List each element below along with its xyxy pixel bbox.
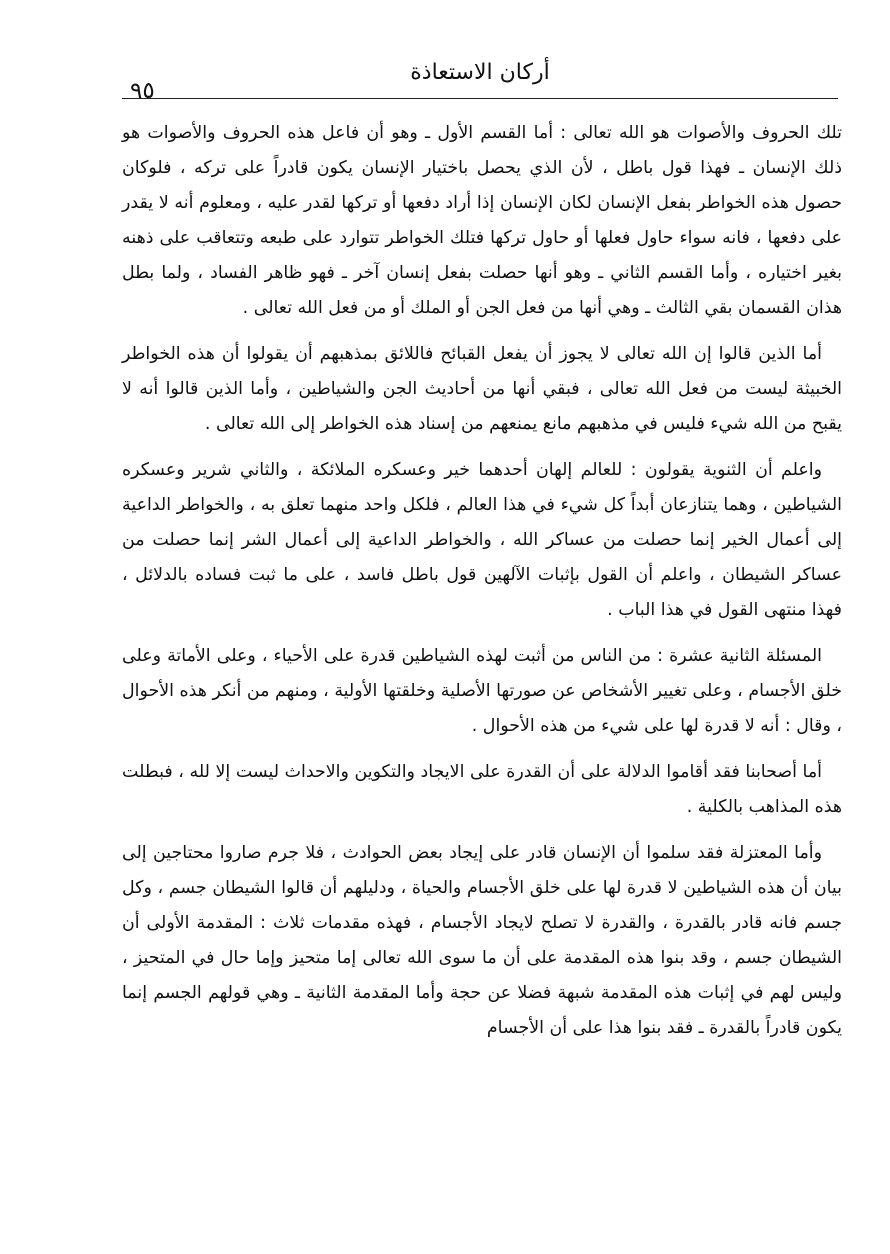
- running-header: [122, 58, 838, 104]
- paragraph-2: أما الذين قالوا إن الله تعالى لا يجوز أن يفعل القبائح فاللائق بمذهبهم أن يقولوا أن هذه الخواطر الخبيثة ليست من فعل الله تعالى ، فبقي أنها من أحاديث الجن والشياطين ، وأما الذين قالوا أنه لا يقبح من الله شيء فليس في مذهبهم مانع يمنعهم من إسناد هذه الخواطر إلى الله تعالى .: [122, 344, 842, 434]
- paragraph-3: واعلم أن الثنوية يقولون : للعالم إلهان أحدهما خير وعسكره الملائكة ، والثاني شرير وعسكره الشياطين ، وهما يتنازعان أبداً كل شيء في هذا العالم ، فلكل واحد منهما تعلق به ، والخواطر الداعية إلى أعمال الخير إنما حصلت من عساكر الله ، والخواطر الداعية إلى أعمال الشر إنما حصلت من عساكر الشيطان ، واعلم أن القول بإثبات الآلهين قول باطل فاسد ، على ما ثبت فساده بالدلائل ، فهذا منتهى القول في هذا الباب .: [122, 460, 842, 620]
- paragraph-4: المسئلة الثانية عشرة : من الناس من أثبت لهذه الشياطين قدرة على الأحياء ، وعلى الأماتة وعلى خلق الأجسام ، وعلى تغيير الأشخاص عن صورتها الأصلية وخلقتها الأولية ، ومنهم من أنكر هذه الأحوال ، وقال : أنه لا قدرة لها على شيء من هذه الأحوال .: [122, 646, 842, 736]
- paragraph-1: تلك الحروف والأصوات هو الله تعالى : أما القسم الأول ـ وهو أن فاعل هذه الحروف والأصوات هو ذلك الإنسان ـ فهذا قول باطل ، لأن الذي يحصل باختيار الإنسان يكون قادراً على تركه ، فلوكان حصول هذه الخواطر بفعل الإنسان لكان الإنسان إذا أراد دفعها أو تركها لقدر عليه ، ومعلوم أنه لا يقدر على دفعها ، فانه سواء حاول فعلها أو حاول تركها فتلك الخواطر تتوارد على طبعه وتتعاقب على ذهنه بغير اختياره ، وأما القسم الثاني ـ وهو أنها حصلت بفعل إنسان آخر ـ فهو ظاهر الفساد ، ولما بطل هذان القسمان بقي الثالث ـ وهي أنها من فعل الجن أو الملك أو من فعل الله تعالى .: [122, 123, 842, 318]
- chapter-title: أركان الاستعاذة: [410, 60, 550, 85]
- paragraph-6: وأما المعتزلة فقد سلموا أن الإنسان قادر على إيجاد بعض الحوادث ، فلا جرم صاروا محتاجين إلى بيان أن هذه الشياطين لا قدرة لها على خلق الأجسام والحياة ، ودليلهم أن قالوا الشيطان جسم ، وكل جسم فانه قادر بالقدرة ، والقدرة لا تصلح لايجاد الأجسام ، فهذه مقدمات ثلاث : المقدمة الأولى أن الشيطان جسم ، وقد بنوا هذه المقدمة على أن ما سوى الله تعالى إما متحيز وإما حال في المتحيز ، وليس لهم في إثبات هذه المقدمة شبهة فضلا عن حجة وأما المقدمة الثانية ـ وهي قولهم الجسم إنما يكون قادراً بالقدرة ـ فقد بنوا هذا على أن الأجسام: [122, 843, 842, 1038]
- page-number: ٩٥: [130, 78, 155, 104]
- page-body: [122, 116, 842, 1057]
- header-divider: [122, 98, 838, 99]
- paragraph-5: أما أصحابنا فقد أقاموا الدلالة على أن القدرة على الايجاد والتكوين والاحداث ليست إلا لله ، فبطلت هذه المذاهب بالكلية .: [122, 762, 842, 817]
